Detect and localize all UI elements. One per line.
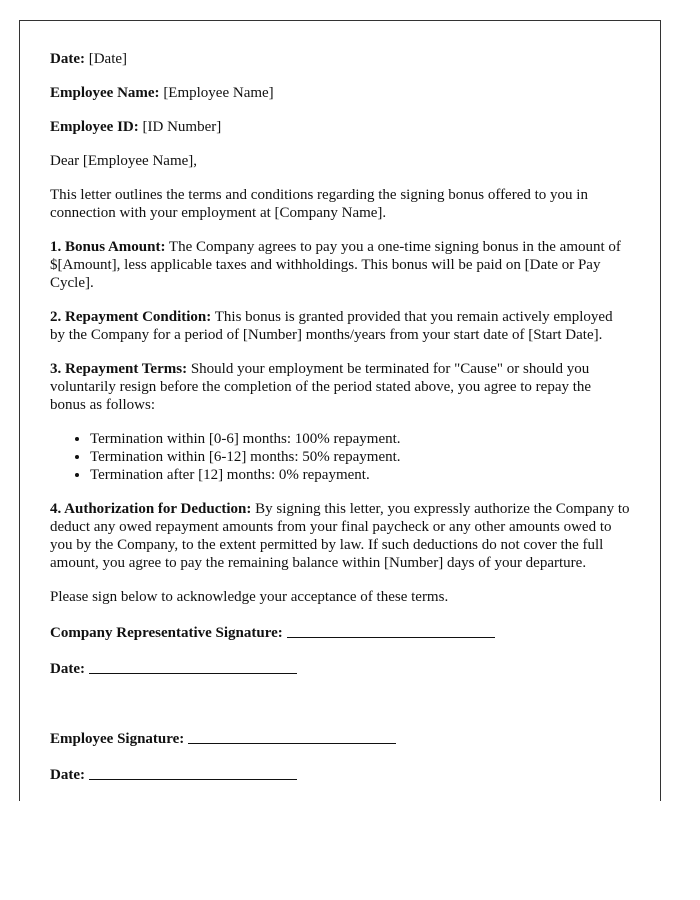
company-date-field[interactable]: [89, 659, 297, 674]
section-body: This bonus is granted provided that you remain actively employed by the Company for a period of [Number] months/years from your start date of [Start Date].: [50, 309, 613, 343]
section-body: The Company agrees to pay you a one-time signing bonus in the amount of $[Amount], less applicable taxes and withholdings. This bonus will be paid on [Date or Pay Cycle].: [50, 239, 621, 291]
employee-id-line: [50, 118, 630, 136]
section-repayment-condition: [50, 308, 630, 344]
company-signature-label: Company Representative Signature:: [50, 625, 283, 641]
date-value: [Date]: [84, 51, 128, 67]
section-bonus-amount: [50, 238, 630, 292]
signing-bonus-letter: [19, 20, 661, 801]
section-body: By signing this letter, you expressly authorize the Company to deduct any owed repayment amounts from your final paycheck or any other amounts owed to you by the Company, to the extent permitted by law. If such deductions do not cover the full amount, you agree to pay the remaining balance within [Number] days of your departure.: [50, 501, 630, 571]
employee-date-label: Date:: [50, 767, 85, 783]
salutation: Dear [Employee Name],: [50, 153, 198, 169]
list-item: • Termination within [6-12] months: 50% repayment.: [90, 448, 630, 466]
date-line: [50, 50, 630, 68]
section-body: Should your employment be terminated for "Cause" or should you voluntarily resign before the completion of the period stated above, you agree to repay the bonus as follows:: [50, 361, 592, 413]
closing-paragraph: Please sign below to acknowledge your acceptance of these terms.: [50, 589, 449, 605]
employee-date-line: [50, 764, 630, 784]
company-signature-line: [50, 622, 630, 642]
list-item: • Termination after [12] months: 0% repayment.: [90, 466, 630, 484]
section-heading: 1. Bonus Amount:: [50, 239, 166, 255]
employee-date-field[interactable]: [89, 765, 297, 780]
employee-id-value: [ID Number]: [138, 119, 222, 135]
list-item: • Termination within [0-6] months: 100% repayment.: [90, 430, 630, 448]
employee-signature-label: Employee Signature:: [50, 731, 185, 747]
section-authorization-deduction: [50, 500, 630, 572]
company-signature-field[interactable]: [287, 623, 495, 638]
company-date-label: Date:: [50, 661, 85, 677]
employee-signature-field[interactable]: [188, 729, 396, 744]
date-label: Date:: [50, 51, 85, 67]
spacer: [50, 694, 630, 728]
intro-paragraph: This letter outlines the terms and conditions regarding the signing bonus offered to you in connection with your employment at [Company Name].: [50, 187, 588, 221]
section-heading: 3. Repayment Terms:: [50, 361, 188, 377]
employee-signature-line: [50, 728, 630, 748]
employee-name-line: [50, 84, 630, 102]
employee-name-value: [Employee Name]: [159, 85, 274, 101]
section-heading: 4. Authorization for Deduction:: [50, 501, 252, 517]
employee-name-label: Employee Name:: [50, 85, 160, 101]
repayment-schedule-list: [50, 430, 630, 484]
employee-id-label: Employee ID:: [50, 119, 139, 135]
section-heading: 2. Repayment Condition:: [50, 309, 212, 325]
company-date-line: [50, 658, 630, 678]
section-repayment-terms: [50, 360, 630, 414]
